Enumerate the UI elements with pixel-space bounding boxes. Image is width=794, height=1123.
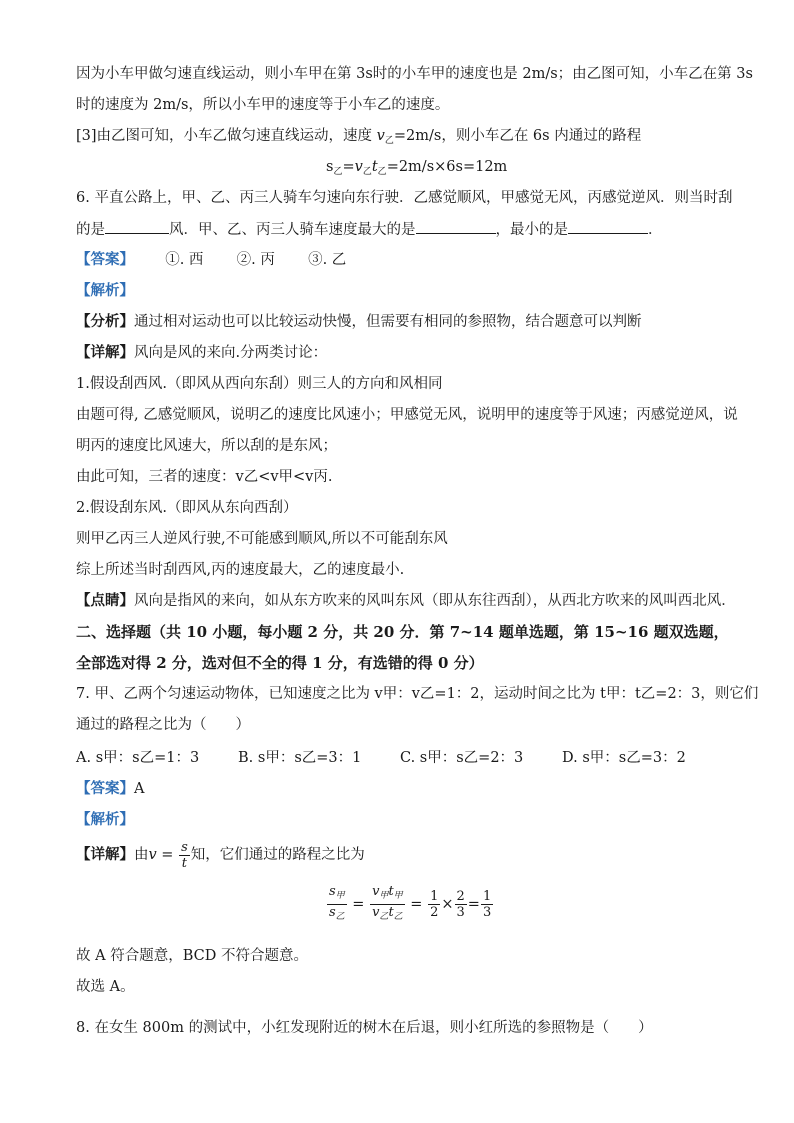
- blank: [568, 219, 648, 234]
- equation-rhs: =2m/s×6s=12m: [386, 159, 508, 175]
- equation: $s_乙=v_乙t_乙=2m/s\times 6s=12m$: [326, 159, 508, 177]
- text-line: 因为小车甲做匀速直线运动，则小车甲在第 3s时的小车甲的速度也是 2m/s；由乙图可知，小车乙在第 3s: [76, 66, 753, 82]
- text-segment: 风向是风的来向.分两类讨论：: [134, 345, 328, 361]
- text-segment: [3]由乙图可知，小车乙做匀速直线运动，速度: [76, 128, 373, 144]
- question-7-line: 7. 甲、乙两个匀速运动物体，已知速度之比为 v甲：v乙=1：2，运动时间之比为 t甲：t乙=2：3，则它们: [76, 686, 759, 702]
- text-line: [3]由乙图可知，小车乙做匀速直线运动，速度 $v_乙=2m/s$，则小车乙在 6s 内通过的路程: [76, 128, 642, 146]
- analysis-label: 【解析】: [76, 811, 134, 828]
- text-line: 故选 A。: [76, 979, 135, 995]
- fenxi-label: 【分析】: [76, 313, 134, 330]
- answer-item: ①. 西: [165, 252, 204, 268]
- xiangjie-label: 【详解】: [76, 846, 134, 863]
- option-b: B. s甲：s乙=3：1: [238, 750, 362, 766]
- section-heading: 全部选对得 2 分，选对但不全的得 1 分，有选错的得 0 分）: [76, 654, 484, 672]
- blank: [416, 219, 496, 234]
- text-segment: 知，它们通过的路程之比为: [190, 847, 365, 863]
- dianjing-line: [76, 591, 736, 611]
- text-segment: 由: [134, 847, 149, 863]
- option-a: A. s甲：s乙=1：3: [76, 750, 200, 766]
- text-segment: 的是: [76, 222, 105, 238]
- question-6-line: 6. 平直公路上，甲、乙、丙三人骑车匀速向东行驶．乙感觉顺风，甲感觉无风，丙感觉逆风．则当时刮: [76, 190, 733, 206]
- text-line: 故 A 符合题意，BCD 不符合题意。: [76, 948, 308, 964]
- text-line: 2.假设刮东风.（即风从东向西刮）: [76, 500, 298, 516]
- answer-item: ②. 丙: [236, 252, 275, 268]
- text-line: 由此可知，三者的速度：v乙<v甲<v丙.: [76, 469, 333, 485]
- text-line: 由题可得, 乙感觉顺风，说明乙的速度比风速小；甲感觉无风，说明甲的速度等于风速；丙感觉逆风，说: [76, 407, 738, 423]
- answer-value: A: [134, 781, 145, 797]
- answer-item: ③. 乙: [308, 252, 347, 268]
- answer-line: [76, 250, 346, 270]
- analysis-label: 【解析】: [76, 282, 134, 299]
- xiangjie-line: 【详解】由v = $\frac{s}{t}$ 知，它们通过的路程之比为: [76, 839, 365, 871]
- option-d: D. s甲：s乙=3：2: [562, 750, 686, 766]
- text-line: 时的速度为 2m/s，所以小车甲的速度等于小车乙的速度。: [76, 97, 450, 113]
- section-heading: 二、选择题（共 10 小题，每小题 2 分，共 20 分．第 7~14 题单选题，第 15~16 题双选题，: [76, 623, 729, 641]
- option-c: C. s甲：s乙=2：3: [400, 750, 524, 766]
- dianjing-label: 【点睛】: [76, 592, 134, 609]
- text-line: 综上所述当时刮西风,丙的速度最大，乙的速度最小.: [76, 562, 405, 578]
- fenxi-line: [76, 312, 642, 332]
- text-line: 则甲乙丙三人逆风行驶,不可能感到顺风,所以不可能刮东风: [76, 531, 448, 547]
- text-segment: ，最小的是: [495, 222, 568, 238]
- answer-label: 【答案】: [76, 251, 134, 268]
- text-line: 1.假设刮西风.（即风从西向东刮）则三人的方向和风相同: [76, 376, 443, 392]
- text-segment: =2m/s，则小车乙在 6s 内通过的路程: [393, 128, 642, 144]
- xiangjie-label: 【详解】: [76, 344, 134, 361]
- question-8-line: 8. 在女生 800m 的测试中，小红发现附近的树木在后退，则小红所选的参照物是（ ）: [76, 1020, 653, 1036]
- formula-fraction: $\frac{s}{t}$: [181, 839, 188, 871]
- question-6-line: [76, 219, 663, 240]
- blank: [105, 219, 169, 234]
- text-segment: 通过相对运动也可以比较运动快慢，但需要有相同的参照物，结合题意可以判断: [134, 314, 642, 330]
- question-7-line: 通过的路程之比为（ ）: [76, 717, 250, 733]
- ratio-equation: $\frac{s_甲}{s_乙}$ = $\frac{v_甲t_甲}{v_乙t_乙}$ = $\frac{1}{2}$ × $\frac{2}{3}$ = $\frac{1}{3}$: [329, 884, 492, 922]
- answer-line: [76, 779, 144, 799]
- answer-label: 【答案】: [76, 780, 134, 797]
- xiangjie-line: [76, 343, 327, 363]
- text-segment: 风向是指风的来向，如从东方吹来的风叫东风（即从东往西刮），从西北方吹来的风叫西北风．: [134, 593, 736, 609]
- text-segment: ．: [648, 222, 663, 238]
- text-segment: 风．甲、乙、丙三人骑车速度最大的是: [169, 222, 416, 238]
- text-line: 明丙的速度比风速大，所以刮的是东风；: [76, 438, 337, 454]
